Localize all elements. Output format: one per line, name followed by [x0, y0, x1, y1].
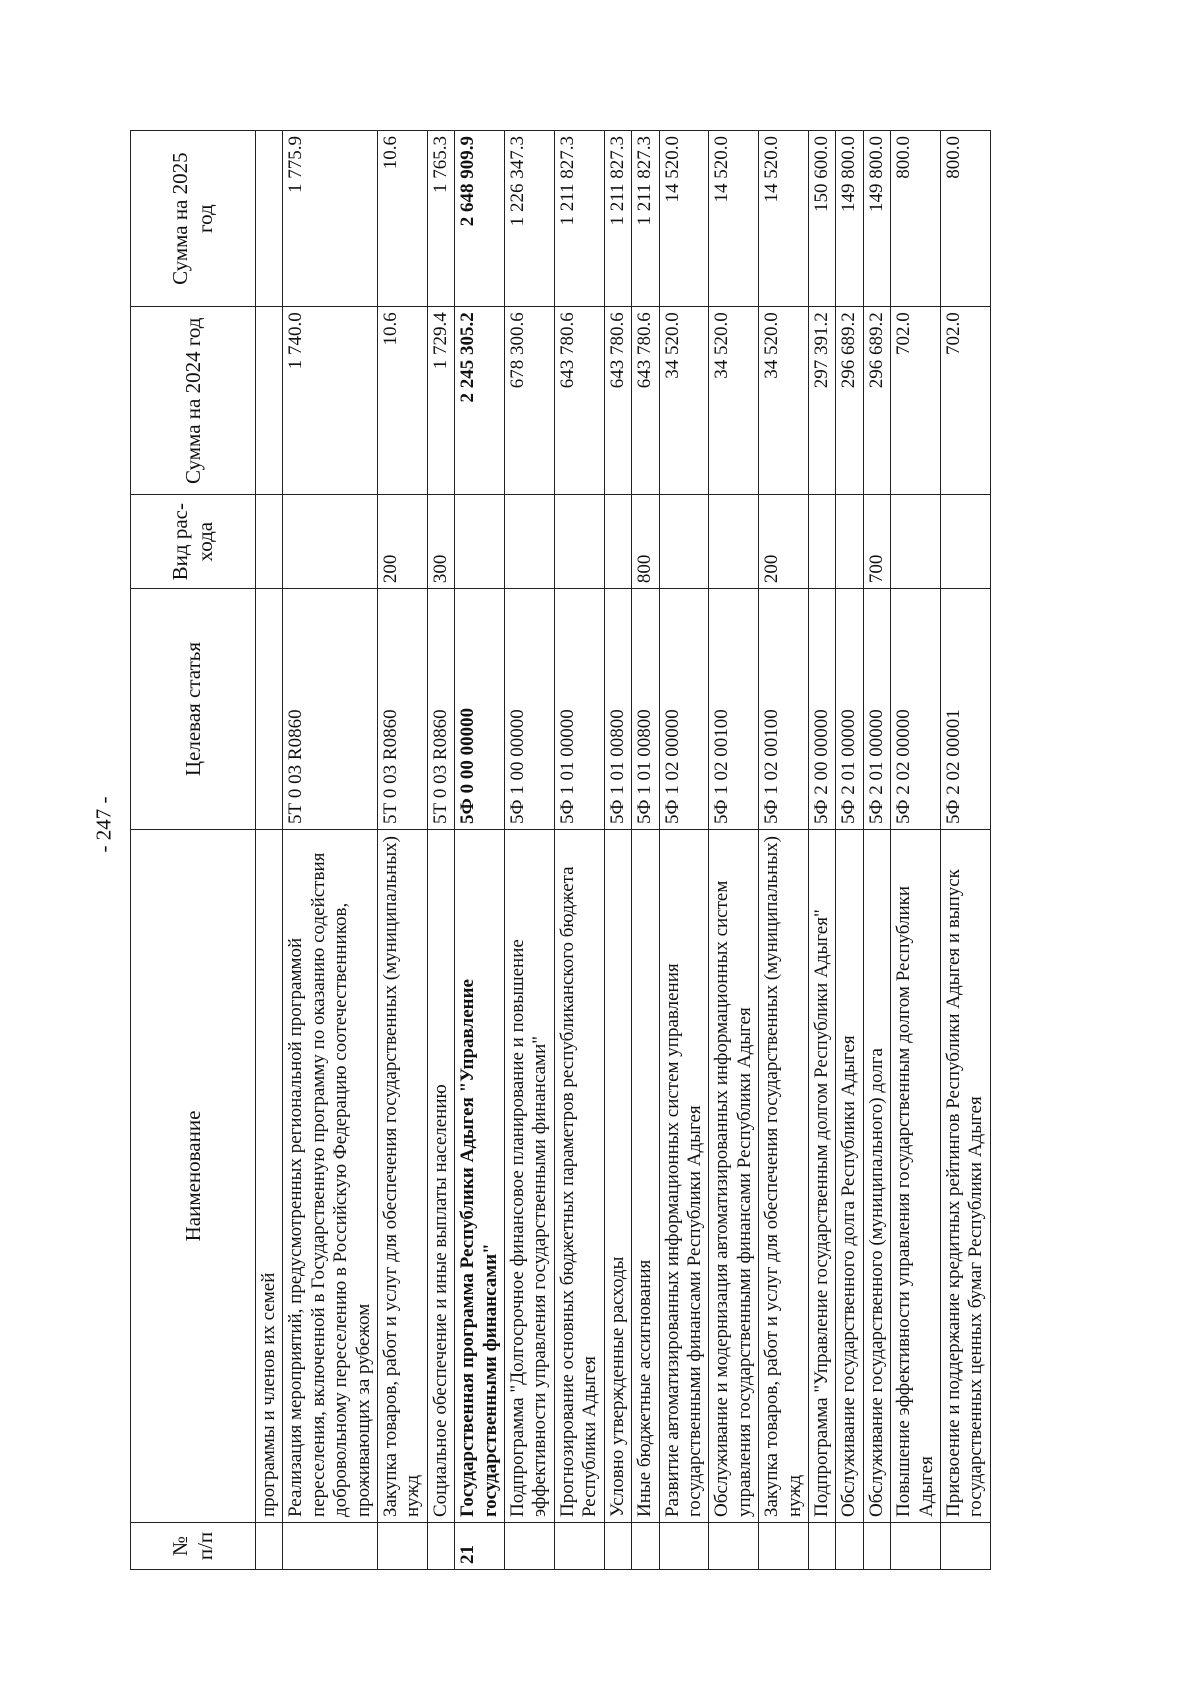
table-row: [455, 131, 505, 1570]
row-number: [505, 1523, 555, 1570]
row-sum-2025: [256, 131, 283, 307]
row-number: [940, 1523, 990, 1570]
row-number: [604, 1523, 631, 1570]
table-row: [283, 131, 378, 1570]
row-expense-type: [709, 495, 759, 589]
row-expense-type: 200: [378, 495, 428, 589]
row-name: программы и членов их семей: [256, 829, 283, 1522]
row-target-article: 5Ф 1 02 00100: [709, 589, 759, 830]
table-row: [427, 131, 454, 1570]
header-no: № п/п: [131, 1523, 256, 1570]
row-expense-type: [283, 495, 378, 589]
row-sum-2024: 297 391.2: [808, 307, 835, 495]
table-row: [632, 131, 659, 1570]
row-target-article: 5Т 0 03 R0860: [427, 589, 454, 830]
table-row: [604, 131, 631, 1570]
row-name: Обслуживание государственного долга Республики Адыгея: [836, 829, 863, 1522]
row-target-article: 5Т 0 03 R0860: [283, 589, 378, 830]
row-number: [891, 1523, 941, 1570]
row-sum-2024: 34 520.0: [759, 307, 809, 495]
row-sum-2025: 1 226 347.3: [505, 131, 555, 307]
row-target-article: 5Ф 1 01 00800: [604, 589, 631, 830]
row-expense-type: [808, 495, 835, 589]
row-expense-type: [659, 495, 709, 589]
row-target-article: 5Ф 2 00 00000: [808, 589, 835, 830]
row-sum-2025: 800.0: [891, 131, 941, 307]
header-sum-2024: Сумма на 2024 год: [131, 307, 256, 495]
row-name: Реализация мероприятий, предусмотренных региональной программой переселения, включенной в Государственную программу по оказанию содействия добровольному переселению в Российскую Федерацию соотечественников, проживающих за рубежом: [283, 829, 378, 1522]
row-sum-2024: 643 780.6: [604, 307, 631, 495]
row-sum-2025: 149 800.0: [836, 131, 863, 307]
row-sum-2025: 1 211 827.3: [554, 131, 604, 307]
row-name: Государственная программа Республики Адыгея "Управление государственными финансами": [455, 829, 505, 1522]
row-sum-2025: 1 211 827.3: [632, 131, 659, 307]
row-sum-2025: 2 648 909.9: [455, 131, 505, 307]
table-row: [709, 131, 759, 1570]
row-expense-type: 200: [759, 495, 809, 589]
row-number: [808, 1523, 835, 1570]
row-sum-2024: 34 520.0: [709, 307, 759, 495]
row-sum-2024: 296 689.2: [863, 307, 890, 495]
table-row: [836, 131, 863, 1570]
row-number: 21: [455, 1523, 505, 1570]
row-target-article: 5Ф 1 01 00000: [554, 589, 604, 830]
row-sum-2024: 643 780.6: [554, 307, 604, 495]
table-row: [891, 131, 941, 1570]
row-name: Развитие автоматизированных информационных систем управления государственными финансами Республики Адыгея: [659, 829, 709, 1522]
row-number: [283, 1523, 378, 1570]
row-sum-2024: 702.0: [940, 307, 990, 495]
row-name: Обслуживание государственного (муниципального) долга: [863, 829, 890, 1522]
row-name: Обслуживание и модернизация автоматизированных информационных систем управления государственными финансами Республики Адыгея: [709, 829, 759, 1522]
row-target-article: 5Ф 0 00 00000: [455, 589, 505, 830]
row-expense-type: [836, 495, 863, 589]
row-sum-2025: 800.0: [940, 131, 990, 307]
row-sum-2024: 2 245 305.2: [455, 307, 505, 495]
row-sum-2024: 1 729.4: [427, 307, 454, 495]
row-sum-2025: 10.6: [378, 131, 428, 307]
page-number: - 247 -: [91, 796, 116, 853]
row-number: [632, 1523, 659, 1570]
table-row: [505, 131, 555, 1570]
row-sum-2025: 1 775.9: [283, 131, 378, 307]
row-sum-2025: 150 600.0: [808, 131, 835, 307]
row-expense-type: [891, 495, 941, 589]
row-number: [709, 1523, 759, 1570]
row-number: [836, 1523, 863, 1570]
row-sum-2024: 1 740.0: [283, 307, 378, 495]
table-row: [863, 131, 890, 1570]
row-target-article: 5Ф 2 01 00000: [863, 589, 890, 830]
row-number: [759, 1523, 809, 1570]
row-number: [256, 1523, 283, 1570]
budget-table: [130, 130, 991, 1570]
row-number: [378, 1523, 428, 1570]
row-name: Социальное обеспечение и иные выплаты населению: [427, 829, 454, 1522]
table-row: [554, 131, 604, 1570]
row-sum-2024: 702.0: [891, 307, 941, 495]
row-number: [554, 1523, 604, 1570]
header-name: Наименование: [131, 829, 256, 1522]
row-name: Подпрограмма "Долгосрочное финансовое планирование и повышение эффективности управления государственными финансами": [505, 829, 555, 1522]
row-sum-2024: 678 300.6: [505, 307, 555, 495]
row-number: [863, 1523, 890, 1570]
row-number: [427, 1523, 454, 1570]
row-name: Повышение эффективности управления государственным долгом Республики Адыгея: [891, 829, 941, 1522]
row-sum-2024: 643 780.6: [632, 307, 659, 495]
row-sum-2025: 14 520.0: [709, 131, 759, 307]
row-expense-type: [455, 495, 505, 589]
row-sum-2024: [256, 307, 283, 495]
table-row: [659, 131, 709, 1570]
table-row: [256, 131, 283, 1570]
row-target-article: 5Ф 1 02 00100: [759, 589, 809, 830]
rotated-table-sheet: [130, 130, 1030, 1570]
row-number: [659, 1523, 709, 1570]
row-expense-type: [940, 495, 990, 589]
row-target-article: 5Ф 2 02 00000: [891, 589, 941, 830]
row-name: Закупка товаров, работ и услуг для обеспечения государственных (муниципальных) нужд: [759, 829, 809, 1522]
row-name: Закупка товаров, работ и услуг для обеспечения государственных (муниципальных) нужд: [378, 829, 428, 1522]
row-sum-2024: 10.6: [378, 307, 428, 495]
row-expense-type: 300: [427, 495, 454, 589]
row-name: Подпрограмма "Управление государственным долгом Республики Адыгея": [808, 829, 835, 1522]
row-sum-2025: 14 520.0: [759, 131, 809, 307]
table-row: [759, 131, 809, 1570]
row-name: Иные бюджетные ассигнования: [632, 829, 659, 1522]
row-target-article: 5Ф 2 02 00001: [940, 589, 990, 830]
row-sum-2024: 296 689.2: [836, 307, 863, 495]
table-row: [808, 131, 835, 1570]
row-target-article: 5Т 0 03 R0860: [378, 589, 428, 830]
row-expense-type: [256, 495, 283, 589]
row-expense-type: 800: [632, 495, 659, 589]
header-type: Вид рас- хода: [131, 495, 256, 589]
table-row: [940, 131, 990, 1570]
row-name: Присвоение и поддержание кредитных рейтингов Республики Адыгея и выпуск государственных ценных бумаг Республики Адыгея: [940, 829, 990, 1522]
row-name: Условно утвержденные расходы: [604, 829, 631, 1522]
row-expense-type: [604, 495, 631, 589]
row-sum-2025: 149 800.0: [863, 131, 890, 307]
row-target-article: 5Ф 1 01 00800: [632, 589, 659, 830]
row-expense-type: [554, 495, 604, 589]
row-target-article: 5Ф 1 00 00000: [505, 589, 555, 830]
row-sum-2025: 14 520.0: [659, 131, 709, 307]
row-expense-type: [505, 495, 555, 589]
row-target-article: [256, 589, 283, 830]
row-name: Прогнозирование основных бюджетных параметров республиканского бюджета Республики Адыгея: [554, 829, 604, 1522]
row-target-article: 5Ф 1 02 00000: [659, 589, 709, 830]
row-sum-2024: 34 520.0: [659, 307, 709, 495]
row-expense-type: 700: [863, 495, 890, 589]
table-header-row: [131, 131, 256, 1570]
row-sum-2025: 1 765.3: [427, 131, 454, 307]
table-row: [378, 131, 428, 1570]
header-code: Целевая статья: [131, 589, 256, 830]
row-sum-2025: 1 211 827.3: [604, 131, 631, 307]
row-target-article: 5Ф 2 01 00000: [836, 589, 863, 830]
header-sum-2025: Сумма на 2025 год: [131, 131, 256, 307]
